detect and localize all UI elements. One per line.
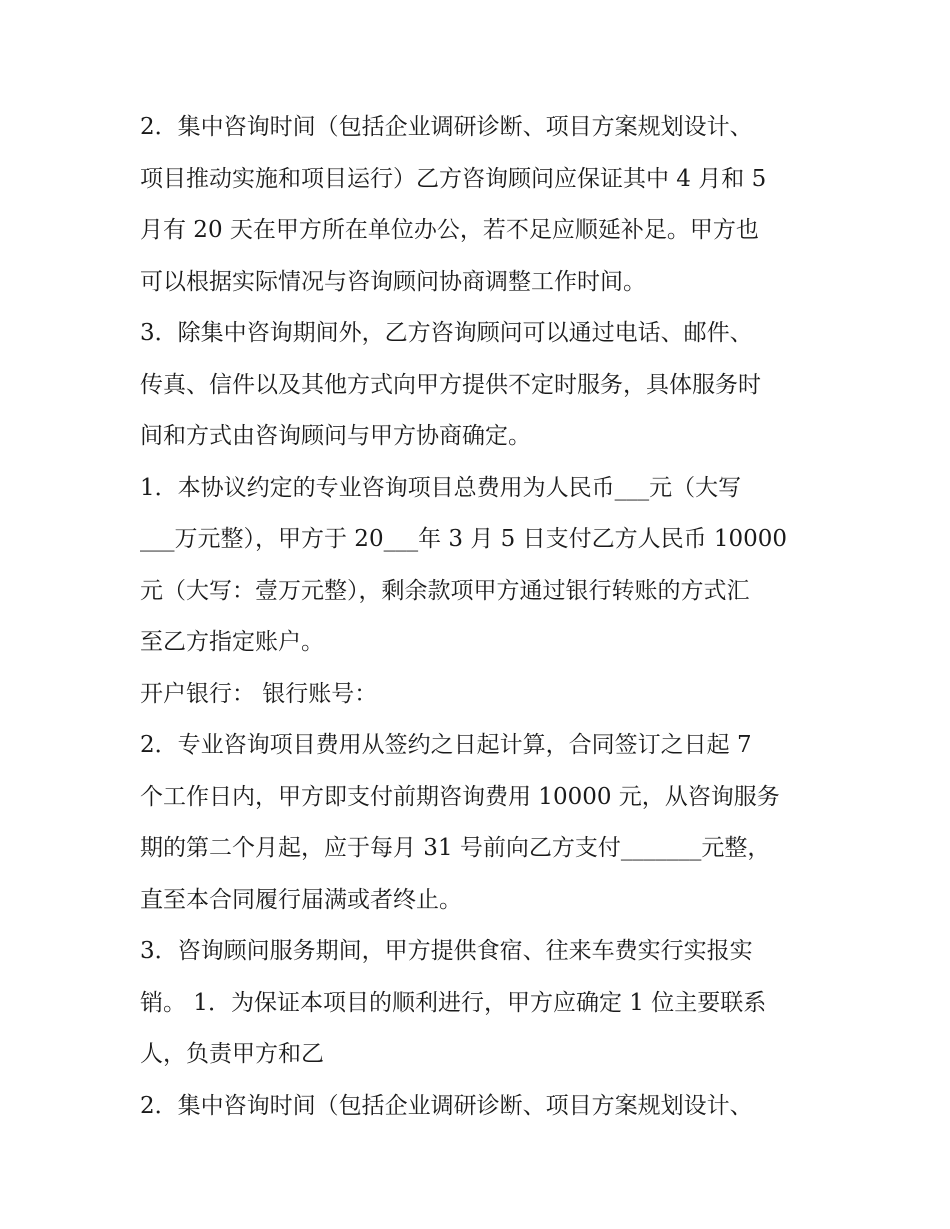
text-line: 传真、信件以及其他方式向甲方提供不定时服务，具体服务时 <box>140 371 761 398</box>
text-line: 期的第二个月起，应于每月 31 号前向乙方支付_______元整， <box>140 835 771 861</box>
text-line: 可以根据实际情况与咨询顾问协商调整工作时间。 <box>140 268 646 295</box>
text-line: 直至本合同履行届满或者终止。 <box>140 886 462 913</box>
text-line: 项目推动实施和项目运行）乙方咨询顾问应保证其中 4 月和 5 <box>140 165 767 192</box>
text-line: 1．本协议约定的专业咨询项目总费用为人民币___元（大写 <box>140 474 742 501</box>
text-line: 间和方式由咨询顾问与甲方协商确定。 <box>140 423 531 449</box>
text-line: 2．集中咨询时间（包括企业调研诊断、项目方案规划设计、 <box>140 114 753 140</box>
text-line: 3．除集中咨询期间外，乙方咨询顾问可以通过电话、邮件、 <box>140 320 753 346</box>
text-line: 2．集中咨询时间（包括企业调研诊断、项目方案规划设计、 <box>140 1092 753 1119</box>
document-body <box>140 102 820 1132</box>
text-line: 元（大写：壹万元整），剩余款项甲方通过银行转账的方式汇 <box>140 577 750 604</box>
text-line: 销。 1．为保证本项目的顺利进行，甲方应确定 1 位主要联系 <box>140 989 767 1016</box>
text-line: 人，负责甲方和乙 <box>140 1041 324 1067</box>
text-line: 月有 20 天在甲方所在单位办公，若不足应顺延补足。甲方也 <box>140 217 759 243</box>
text-line: 3．咨询顾问服务期间，甲方提供食宿、往来车费实行实报实 <box>140 938 753 964</box>
text-line: 开户银行： 银行账号： <box>140 680 378 707</box>
text-line: 2．专业咨询项目费用从签约之日起计算，合同签订之日起 7 <box>140 732 752 758</box>
text-line: ___万元整），甲方于 20___年 3 月 5 日支付乙方人民币 10000 <box>140 526 788 552</box>
text-line: 至乙方指定账户。 <box>140 629 324 655</box>
text-line: 个工作日内，甲方即支付前期咨询费用 10000 元，从咨询服务 <box>140 783 780 810</box>
